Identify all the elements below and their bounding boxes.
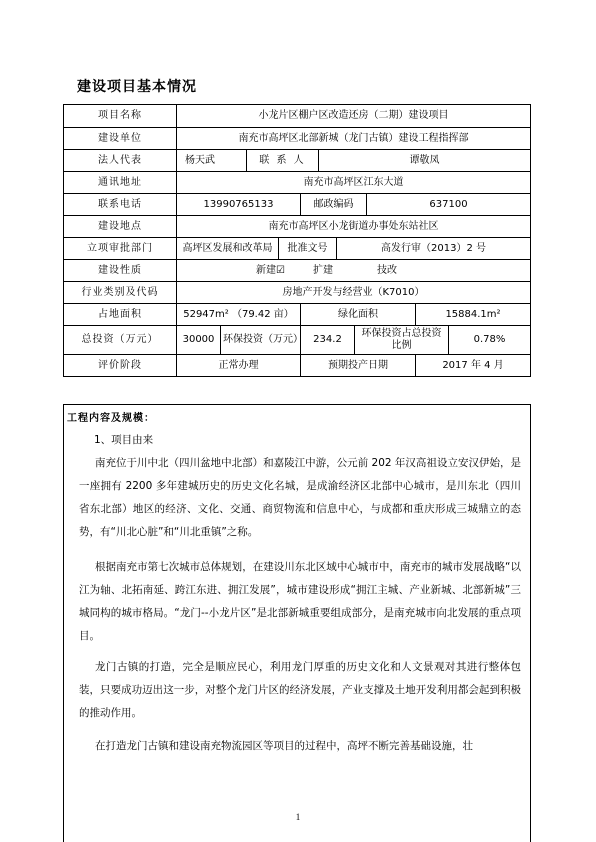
label-docno: 批准文号 <box>278 238 336 259</box>
label-postcode: 邮政编码 <box>300 194 366 215</box>
paragraph-2: 根据南充市第七次城市总体规划，在建设川东北区域中心城市中，南充市的城市发展战略“以江为轴、北拓南延、跨江东进、拥江发展”，城市建设形成“拥江主城、产业新城、北部新城”三城同构的城市格局。“龙门--小龙片区”是北部新城重要组成部分，是南充城市向北发展的重点项目。 <box>79 561 521 642</box>
value-nature <box>176 260 530 281</box>
row-nature <box>64 259 530 281</box>
value-phone: 13990765133 <box>176 194 300 215</box>
row-approval <box>64 237 530 259</box>
label-date: 预期投产日期 <box>300 355 415 376</box>
checkbox-new: 新建☑ <box>256 264 285 276</box>
label-phone: 联系电话 <box>98 198 142 210</box>
label-builder: 建设单位 <box>98 132 142 144</box>
value-date: 2017 年 4 月 <box>415 355 530 376</box>
basic-info-table <box>63 104 531 377</box>
paragraph-4: 在打造龙门古镇和建设南充物流园区等项目的过程中，高坪不断完善基础设施，壮 <box>95 740 473 752</box>
value-stage: 正常办理 <box>176 355 300 376</box>
value-investment: 30000 <box>176 326 220 354</box>
value-env-ratio: 0.78% <box>448 326 530 354</box>
label-legal-rep: 法人代表 <box>98 154 142 166</box>
row-stage <box>64 354 530 376</box>
row-project-name <box>64 105 530 127</box>
row-address <box>64 171 530 193</box>
row-location <box>64 215 530 237</box>
label-env-investment: 环保投资（万元） <box>220 326 300 354</box>
row-legal-rep <box>64 149 530 171</box>
paragraph-3: 龙门古镇的打造，完全是顺应民心，利用龙门厚重的历史文化和人文景观对其进行整体包装，只要成功迈出这一步，对整个龙门片区的经济发展，产业支撑及土地开发利用都会起到积极的推动作用。 <box>79 661 521 719</box>
value-location: 南充市高坪区小龙街道办事处东站社区 <box>176 216 530 237</box>
value-project-name: 小龙片区棚户区改造还房（二期）建设项目 <box>176 105 530 127</box>
label-location: 建设地点 <box>98 220 142 232</box>
value-docno: 高发行审（2013）2 号 <box>336 238 530 259</box>
value-env-investment: 234.2 <box>300 326 354 354</box>
row-phone <box>64 193 530 215</box>
label-investment: 总投资（万元） <box>81 334 159 345</box>
page-number: 1 <box>295 812 301 822</box>
label-contact: 联 系 人 <box>246 150 318 171</box>
label-nature: 建设性质 <box>98 264 142 276</box>
label-approval: 立项审批部门 <box>87 242 153 254</box>
label-area: 占地面积 <box>98 308 142 320</box>
option-expand: 扩建 <box>312 264 333 276</box>
value-postcode: 637100 <box>366 194 530 215</box>
value-legal-rep: 杨天武 <box>176 150 246 171</box>
value-builder: 南充市高坪区北部新城（龙门古镇）建设工程指挥部 <box>176 128 530 149</box>
value-address: 南充市高坪区江东大道 <box>176 172 530 193</box>
subheading: 1、项目由来 <box>94 434 154 446</box>
paragraph-1: 南充位于川中北（四川盆地中北部）和嘉陵江中游，公元前 202 年汉高祖设立安汉伊始，是一座拥有 2200 多年建城历史的历史文化名城，是成渝经济区北部中心城市，是川东北（四川省东北部）地区的经济、文化、交通、商贸物流和信息中心，与成都和重庆形成三城鼎立的态势，有“川北心脏”和“川北重镇”之称。 <box>79 457 521 538</box>
label-project-name: 项目名称 <box>98 110 142 121</box>
row-industry <box>64 281 530 303</box>
label-address: 通讯地址 <box>98 176 142 188</box>
label-stage: 评价阶段 <box>98 359 142 371</box>
row-investment <box>64 325 530 354</box>
value-green: 15884.1m² <box>415 304 530 325</box>
value-industry: 房地产开发与经营业（K7010） <box>176 282 530 303</box>
section-title: 建设项目基本情况 <box>77 79 197 95</box>
value-area: 52947m² （79.42 亩） <box>176 304 300 325</box>
option-tech: 技改 <box>376 264 397 276</box>
label-env-ratio: 环保投资占总投资比例 <box>354 326 448 354</box>
value-contact: 谭敬凤 <box>318 150 530 171</box>
value-approval: 高坪区发展和改革局 <box>176 238 278 259</box>
row-area <box>64 303 530 325</box>
label-green: 绿化面积 <box>300 304 415 325</box>
row-builder <box>64 127 530 149</box>
section-heading: 工程内容及规模： <box>67 413 155 424</box>
label-industry: 行业类别及代码 <box>81 286 159 298</box>
